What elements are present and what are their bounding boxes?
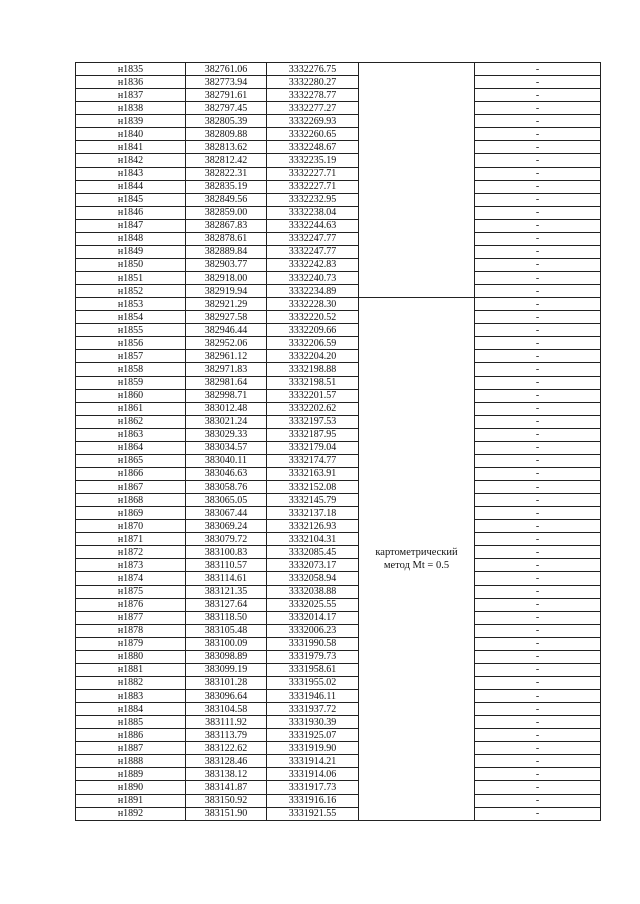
table-row: [76, 89, 601, 102]
accuracy-dash-cell: -: [475, 755, 601, 768]
x-coordinate-cell: 382797.45: [186, 102, 267, 115]
x-coordinate-cell: 382927.58: [186, 311, 267, 324]
table-row: [76, 559, 601, 572]
accuracy-dash-cell: -: [475, 507, 601, 520]
y-coordinate-cell: 3332248.67: [267, 141, 359, 154]
x-coordinate-cell: 382903.77: [186, 258, 267, 271]
accuracy-dash-cell: -: [475, 650, 601, 663]
y-coordinate-cell: 3331925.07: [267, 729, 359, 742]
table-row: [76, 690, 601, 703]
point-id-cell: н1871: [76, 533, 186, 546]
accuracy-dash-cell: -: [475, 481, 601, 494]
accuracy-dash-cell: -: [475, 611, 601, 624]
y-coordinate-cell: 3332276.75: [267, 63, 359, 76]
x-coordinate-cell: 383114.61: [186, 572, 267, 585]
table-row: [76, 102, 601, 115]
table-row: [76, 781, 601, 794]
y-coordinate-cell: 3332235.19: [267, 154, 359, 167]
x-coordinate-cell: 383122.62: [186, 742, 267, 755]
point-id-cell: н1861: [76, 402, 186, 415]
accuracy-dash-cell: -: [475, 363, 601, 376]
table-row: [76, 428, 601, 441]
table-row: [76, 324, 601, 337]
point-id-cell: н1882: [76, 676, 186, 689]
accuracy-dash-cell: -: [475, 389, 601, 402]
y-coordinate-cell: 3332240.73: [267, 272, 359, 285]
accuracy-dash-cell: -: [475, 624, 601, 637]
point-id-cell: н1847: [76, 219, 186, 232]
point-id-cell: н1856: [76, 337, 186, 350]
table-row: [76, 624, 601, 637]
x-coordinate-cell: 383104.58: [186, 703, 267, 716]
point-id-cell: н1880: [76, 650, 186, 663]
point-id-cell: н1888: [76, 755, 186, 768]
x-coordinate-cell: 383113.79: [186, 729, 267, 742]
y-coordinate-cell: 3332179.04: [267, 441, 359, 454]
x-coordinate-cell: 382805.39: [186, 115, 267, 128]
point-id-cell: н1875: [76, 585, 186, 598]
table-row: [76, 285, 601, 298]
y-coordinate-cell: 3332280.27: [267, 76, 359, 89]
table-row: [76, 180, 601, 193]
accuracy-dash-cell: -: [475, 572, 601, 585]
accuracy-dash-cell: -: [475, 768, 601, 781]
coordinates-table: [75, 62, 601, 821]
x-coordinate-cell: 382761.06: [186, 63, 267, 76]
x-coordinate-cell: 383046.63: [186, 467, 267, 480]
x-coordinate-cell: 383128.46: [186, 755, 267, 768]
point-id-cell: н1885: [76, 716, 186, 729]
x-coordinate-cell: 383141.87: [186, 781, 267, 794]
y-coordinate-cell: 3331990.58: [267, 637, 359, 650]
x-coordinate-cell: 382773.94: [186, 76, 267, 89]
point-id-cell: н1857: [76, 350, 186, 363]
method-cell-group-1: [359, 63, 475, 298]
accuracy-dash-cell: -: [475, 154, 601, 167]
point-id-cell: н1872: [76, 546, 186, 559]
table-row: [76, 742, 601, 755]
accuracy-dash-cell: -: [475, 494, 601, 507]
table-row: [76, 729, 601, 742]
x-coordinate-cell: 382981.64: [186, 376, 267, 389]
y-coordinate-cell: 3331958.61: [267, 663, 359, 676]
point-id-cell: н1845: [76, 193, 186, 206]
point-id-cell: н1849: [76, 245, 186, 258]
y-coordinate-cell: 3332198.51: [267, 376, 359, 389]
point-id-cell: н1879: [76, 637, 186, 650]
x-coordinate-cell: 383127.64: [186, 598, 267, 611]
x-coordinate-cell: 383067.44: [186, 507, 267, 520]
x-coordinate-cell: 383079.72: [186, 533, 267, 546]
point-id-cell: н1836: [76, 76, 186, 89]
accuracy-dash-cell: -: [475, 546, 601, 559]
table-row: [76, 467, 601, 480]
table-row: [76, 533, 601, 546]
table-row: [76, 63, 601, 76]
point-id-cell: н1846: [76, 206, 186, 219]
y-coordinate-cell: 3332152.08: [267, 481, 359, 494]
accuracy-dash-cell: -: [475, 441, 601, 454]
x-coordinate-cell: 382859.00: [186, 206, 267, 219]
accuracy-dash-cell: -: [475, 219, 601, 232]
table-row: [76, 441, 601, 454]
y-coordinate-cell: 3332247.77: [267, 232, 359, 245]
accuracy-dash-cell: -: [475, 676, 601, 689]
x-coordinate-cell: 382878.61: [186, 232, 267, 245]
x-coordinate-cell: 382791.61: [186, 89, 267, 102]
y-coordinate-cell: 3332227.71: [267, 180, 359, 193]
accuracy-dash-cell: -: [475, 598, 601, 611]
accuracy-dash-cell: -: [475, 167, 601, 180]
y-coordinate-cell: 3331914.21: [267, 755, 359, 768]
point-id-cell: н1862: [76, 415, 186, 428]
y-coordinate-cell: 3332238.04: [267, 206, 359, 219]
x-coordinate-cell: 382835.19: [186, 180, 267, 193]
point-id-cell: н1891: [76, 794, 186, 807]
y-coordinate-cell: 3332058.94: [267, 572, 359, 585]
table-row: [76, 716, 601, 729]
point-id-cell: н1864: [76, 441, 186, 454]
y-coordinate-cell: 3331917.73: [267, 781, 359, 794]
point-id-cell: н1848: [76, 232, 186, 245]
accuracy-dash-cell: -: [475, 467, 601, 480]
x-coordinate-cell: 382812.42: [186, 154, 267, 167]
point-id-cell: н1863: [76, 428, 186, 441]
y-coordinate-cell: 3332234.89: [267, 285, 359, 298]
y-coordinate-cell: 3332202.62: [267, 402, 359, 415]
y-coordinate-cell: 3332137.18: [267, 507, 359, 520]
accuracy-dash-cell: -: [475, 128, 601, 141]
point-id-cell: н1874: [76, 572, 186, 585]
point-id-cell: н1844: [76, 180, 186, 193]
accuracy-dash-cell: -: [475, 637, 601, 650]
table-row: [76, 167, 601, 180]
x-coordinate-cell: 382998.71: [186, 389, 267, 402]
y-coordinate-cell: 3332247.77: [267, 245, 359, 258]
y-coordinate-cell: 3332145.79: [267, 494, 359, 507]
accuracy-dash-cell: -: [475, 716, 601, 729]
y-coordinate-cell: 3331937.72: [267, 703, 359, 716]
accuracy-dash-cell: -: [475, 703, 601, 716]
x-coordinate-cell: 383105.48: [186, 624, 267, 637]
point-id-cell: н1883: [76, 690, 186, 703]
y-coordinate-cell: 3331946.11: [267, 690, 359, 703]
x-coordinate-cell: 383151.90: [186, 807, 267, 820]
point-id-cell: н1876: [76, 598, 186, 611]
y-coordinate-cell: 3332174.77: [267, 454, 359, 467]
table-row: [76, 311, 601, 324]
point-id-cell: н1837: [76, 89, 186, 102]
accuracy-dash-cell: -: [475, 376, 601, 389]
accuracy-dash-cell: -: [475, 742, 601, 755]
table-row: [76, 520, 601, 533]
y-coordinate-cell: 3332244.63: [267, 219, 359, 232]
x-coordinate-cell: 383111.92: [186, 716, 267, 729]
point-id-cell: н1868: [76, 494, 186, 507]
method-accuracy-label: метод Mt = 0.5: [383, 559, 450, 571]
y-coordinate-cell: 3332277.27: [267, 102, 359, 115]
y-coordinate-cell: 3332206.59: [267, 337, 359, 350]
point-id-cell: н1884: [76, 703, 186, 716]
accuracy-dash-cell: -: [475, 350, 601, 363]
point-id-cell: н1866: [76, 467, 186, 480]
accuracy-dash-cell: -: [475, 298, 601, 311]
accuracy-dash-cell: -: [475, 663, 601, 676]
table-row: [76, 337, 601, 350]
y-coordinate-cell: 3332073.17: [267, 559, 359, 572]
y-coordinate-cell: 3332104.31: [267, 533, 359, 546]
accuracy-dash-cell: -: [475, 180, 601, 193]
table-row: [76, 350, 601, 363]
point-id-cell: н1852: [76, 285, 186, 298]
method-cell-group-2: [359, 298, 475, 821]
accuracy-dash-cell: -: [475, 193, 601, 206]
y-coordinate-cell: 3331955.02: [267, 676, 359, 689]
y-coordinate-cell: 3332242.83: [267, 258, 359, 271]
x-coordinate-cell: 382849.56: [186, 193, 267, 206]
y-coordinate-cell: 3331930.39: [267, 716, 359, 729]
accuracy-dash-cell: -: [475, 272, 601, 285]
x-coordinate-cell: 383099.19: [186, 663, 267, 676]
x-coordinate-cell: 382809.88: [186, 128, 267, 141]
point-id-cell: н1887: [76, 742, 186, 755]
x-coordinate-cell: 383101.28: [186, 676, 267, 689]
y-coordinate-cell: 3332260.65: [267, 128, 359, 141]
point-id-cell: н1890: [76, 781, 186, 794]
y-coordinate-cell: 3332187.95: [267, 428, 359, 441]
point-id-cell: н1854: [76, 311, 186, 324]
y-coordinate-cell: 3332198.88: [267, 363, 359, 376]
x-coordinate-cell: 382961.12: [186, 350, 267, 363]
y-coordinate-cell: 3332209.66: [267, 324, 359, 337]
accuracy-dash-cell: -: [475, 807, 601, 820]
x-coordinate-cell: 382918.00: [186, 272, 267, 285]
table-row: [76, 415, 601, 428]
y-coordinate-cell: 3332201.57: [267, 389, 359, 402]
y-coordinate-cell: 3332269.93: [267, 115, 359, 128]
table-row: [76, 298, 601, 311]
x-coordinate-cell: 382952.06: [186, 337, 267, 350]
table-row: [76, 703, 601, 716]
coordinates-table-body: [76, 63, 601, 821]
point-id-cell: н1850: [76, 258, 186, 271]
y-coordinate-cell: 3332278.77: [267, 89, 359, 102]
x-coordinate-cell: 383110.57: [186, 559, 267, 572]
x-coordinate-cell: 383021.24: [186, 415, 267, 428]
accuracy-dash-cell: -: [475, 402, 601, 415]
table-row: [76, 402, 601, 415]
x-coordinate-cell: 382822.31: [186, 167, 267, 180]
table-row: [76, 807, 601, 820]
accuracy-dash-cell: -: [475, 232, 601, 245]
table-row: [76, 206, 601, 219]
x-coordinate-cell: 383065.05: [186, 494, 267, 507]
accuracy-dash-cell: -: [475, 428, 601, 441]
x-coordinate-cell: 383150.92: [186, 794, 267, 807]
table-row: [76, 245, 601, 258]
y-coordinate-cell: 3332025.55: [267, 598, 359, 611]
table-row: [76, 494, 601, 507]
x-coordinate-cell: 383118.50: [186, 611, 267, 624]
x-coordinate-cell: 382919.94: [186, 285, 267, 298]
table-row: [76, 193, 601, 206]
point-id-cell: н1843: [76, 167, 186, 180]
point-id-cell: н1835: [76, 63, 186, 76]
point-id-cell: н1855: [76, 324, 186, 337]
x-coordinate-cell: 382946.44: [186, 324, 267, 337]
y-coordinate-cell: 3331916.16: [267, 794, 359, 807]
y-coordinate-cell: 3332163.91: [267, 467, 359, 480]
accuracy-dash-cell: -: [475, 89, 601, 102]
x-coordinate-cell: 383100.09: [186, 637, 267, 650]
point-id-cell: н1881: [76, 663, 186, 676]
accuracy-dash-cell: -: [475, 63, 601, 76]
y-coordinate-cell: 3331979.73: [267, 650, 359, 663]
table-row: [76, 363, 601, 376]
table-row: [76, 663, 601, 676]
y-coordinate-cell: 3332204.20: [267, 350, 359, 363]
table-row: [76, 481, 601, 494]
table-row: [76, 454, 601, 467]
accuracy-dash-cell: -: [475, 258, 601, 271]
table-row: [76, 598, 601, 611]
point-id-cell: н1886: [76, 729, 186, 742]
accuracy-dash-cell: -: [475, 115, 601, 128]
point-id-cell: н1889: [76, 768, 186, 781]
point-id-cell: н1840: [76, 128, 186, 141]
table-row: [76, 232, 601, 245]
y-coordinate-cell: 3332228.30: [267, 298, 359, 311]
accuracy-dash-cell: -: [475, 729, 601, 742]
accuracy-dash-cell: -: [475, 781, 601, 794]
accuracy-dash-cell: -: [475, 794, 601, 807]
x-coordinate-cell: 382921.29: [186, 298, 267, 311]
point-id-cell: н1878: [76, 624, 186, 637]
point-id-cell: н1839: [76, 115, 186, 128]
accuracy-dash-cell: -: [475, 520, 601, 533]
x-coordinate-cell: 383029.33: [186, 428, 267, 441]
accuracy-dash-cell: -: [475, 585, 601, 598]
x-coordinate-cell: 383096.64: [186, 690, 267, 703]
table-row: [76, 219, 601, 232]
accuracy-dash-cell: -: [475, 337, 601, 350]
point-id-cell: н1870: [76, 520, 186, 533]
x-coordinate-cell: 383040.11: [186, 454, 267, 467]
accuracy-dash-cell: -: [475, 454, 601, 467]
accuracy-dash-cell: -: [475, 415, 601, 428]
point-id-cell: н1867: [76, 481, 186, 494]
y-coordinate-cell: 3331921.55: [267, 807, 359, 820]
point-id-cell: н1873: [76, 559, 186, 572]
x-coordinate-cell: 383069.24: [186, 520, 267, 533]
point-id-cell: н1853: [76, 298, 186, 311]
x-coordinate-cell: 382867.83: [186, 219, 267, 232]
y-coordinate-cell: 3332220.52: [267, 311, 359, 324]
accuracy-dash-cell: -: [475, 311, 601, 324]
table-row: [76, 768, 601, 781]
accuracy-dash-cell: -: [475, 559, 601, 572]
table-row: [76, 755, 601, 768]
accuracy-dash-cell: -: [475, 533, 601, 546]
y-coordinate-cell: 3332038.88: [267, 585, 359, 598]
x-coordinate-cell: 382813.62: [186, 141, 267, 154]
x-coordinate-cell: 383138.12: [186, 768, 267, 781]
table-row: [76, 572, 601, 585]
table-row: [76, 376, 601, 389]
point-id-cell: н1838: [76, 102, 186, 115]
point-id-cell: н1851: [76, 272, 186, 285]
x-coordinate-cell: 382889.84: [186, 245, 267, 258]
y-coordinate-cell: 3331914.06: [267, 768, 359, 781]
table-row: [76, 76, 601, 89]
point-id-cell: н1892: [76, 807, 186, 820]
y-coordinate-cell: 3331919.90: [267, 742, 359, 755]
table-row: [76, 585, 601, 598]
table-row: [76, 389, 601, 402]
accuracy-dash-cell: -: [475, 324, 601, 337]
y-coordinate-cell: 3332085.45: [267, 546, 359, 559]
point-id-cell: н1858: [76, 363, 186, 376]
accuracy-dash-cell: -: [475, 141, 601, 154]
table-row: [76, 611, 601, 624]
point-id-cell: н1860: [76, 389, 186, 402]
point-id-cell: н1869: [76, 507, 186, 520]
table-row: [76, 507, 601, 520]
accuracy-dash-cell: -: [475, 690, 601, 703]
y-coordinate-cell: 3332197.53: [267, 415, 359, 428]
point-id-cell: н1859: [76, 376, 186, 389]
y-coordinate-cell: 3332126.93: [267, 520, 359, 533]
point-id-cell: н1841: [76, 141, 186, 154]
accuracy-dash-cell: -: [475, 285, 601, 298]
y-coordinate-cell: 3332006.23: [267, 624, 359, 637]
accuracy-dash-cell: -: [475, 76, 601, 89]
table-row: [76, 272, 601, 285]
accuracy-dash-cell: -: [475, 245, 601, 258]
point-id-cell: н1877: [76, 611, 186, 624]
table-row: [76, 676, 601, 689]
point-id-cell: н1865: [76, 454, 186, 467]
x-coordinate-cell: 383012.48: [186, 402, 267, 415]
point-id-cell: н1842: [76, 154, 186, 167]
y-coordinate-cell: 3332227.71: [267, 167, 359, 180]
accuracy-dash-cell: -: [475, 206, 601, 219]
x-coordinate-cell: 382971.83: [186, 363, 267, 376]
x-coordinate-cell: 383098.89: [186, 650, 267, 663]
x-coordinate-cell: 383058.76: [186, 481, 267, 494]
table-row: [76, 258, 601, 271]
accuracy-dash-cell: -: [475, 102, 601, 115]
coordinates-document: [75, 62, 600, 821]
x-coordinate-cell: 383121.35: [186, 585, 267, 598]
table-row: [76, 141, 601, 154]
y-coordinate-cell: 3332014.17: [267, 611, 359, 624]
table-row: [76, 546, 601, 559]
table-row: [76, 794, 601, 807]
x-coordinate-cell: 383100.83: [186, 546, 267, 559]
method-name-label: картометрический: [375, 546, 458, 558]
table-row: [76, 637, 601, 650]
table-row: [76, 128, 601, 141]
y-coordinate-cell: 3332232.95: [267, 193, 359, 206]
x-coordinate-cell: 383034.57: [186, 441, 267, 454]
table-row: [76, 650, 601, 663]
table-row: [76, 154, 601, 167]
table-row: [76, 115, 601, 128]
